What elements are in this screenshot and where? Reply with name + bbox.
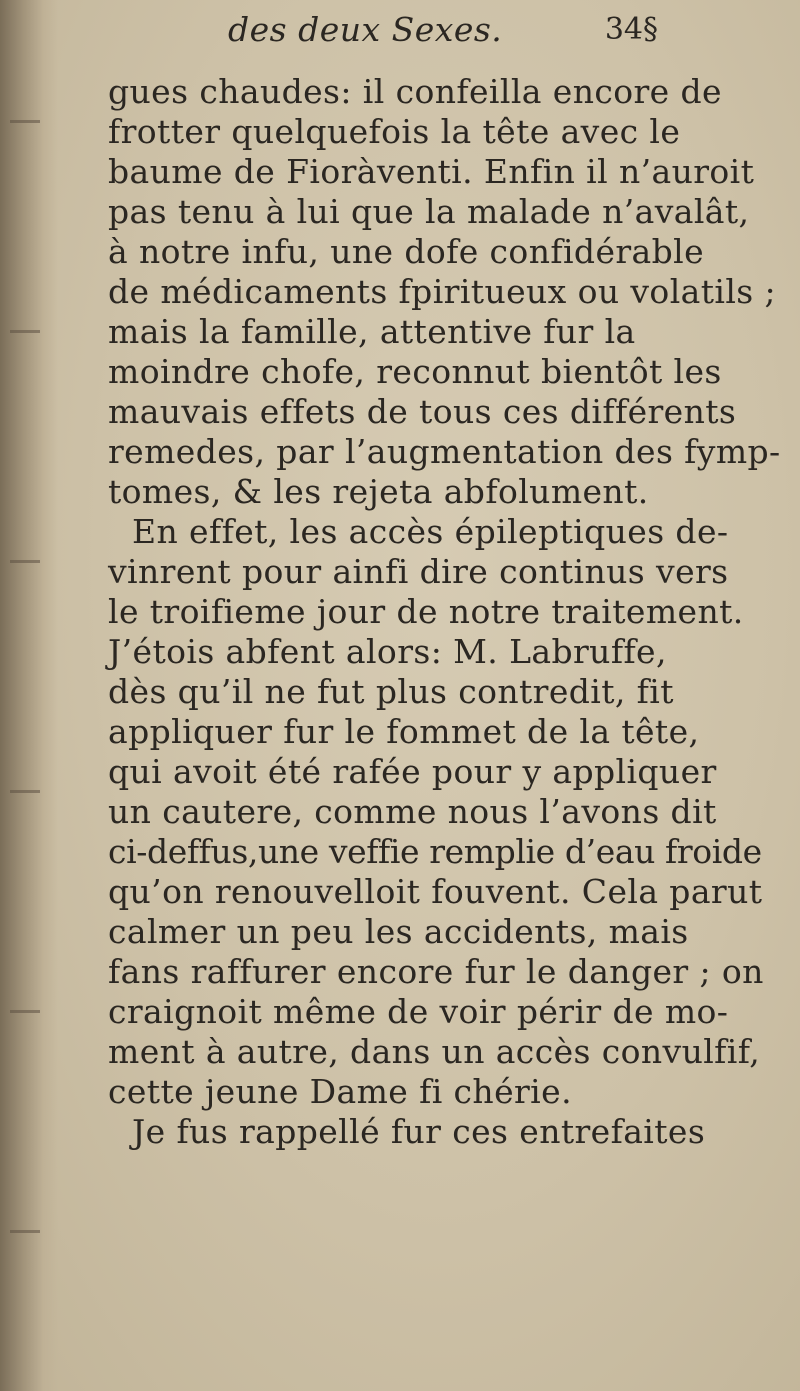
text-line: de médicaments fpiritueux ou volatils ; <box>108 272 777 311</box>
text-line: tomes, & les rejeta abfolument. <box>108 472 649 511</box>
text-line: frotter quelquefois la tête avec le <box>108 112 681 151</box>
text-line: En effet, les accès épileptiques de- <box>132 512 729 551</box>
edge-mark <box>10 790 40 793</box>
text-line: pas tenu à lui que la malade n’avalât, <box>108 192 750 231</box>
text-line: fans raffurer encore fur le danger ; on <box>108 952 764 991</box>
text-line: ment à autre, dans un accès convulfif, <box>108 1032 761 1071</box>
text-line: le troifieme jour de notre traitement. <box>108 592 744 631</box>
text-line: gues chaudes: il confeilla encore de <box>108 72 722 111</box>
page-left-edge-shadow <box>0 0 58 1391</box>
text-line: appliquer fur le fommet de la tête, <box>108 712 700 751</box>
page-header <box>228 10 658 56</box>
text-line: qu’on renouvelloit fouvent. Cela parut <box>108 872 763 911</box>
page-number: 34§ <box>604 12 658 47</box>
text-line: à notre infu, une dofe confidérable <box>108 232 705 271</box>
running-title: des deux Sexes. <box>228 10 503 49</box>
text-line: qui avoit été rafée pour y appliquer <box>108 752 717 791</box>
text-line: mais la famille, attentive fur la <box>108 312 636 351</box>
text-line: cette jeune Dame fi chérie. <box>108 1072 572 1111</box>
edge-mark <box>10 560 40 563</box>
text-line: calmer un peu les accidents, mais <box>108 912 689 951</box>
text-line: mauvais effets de tous ces différents <box>108 392 737 431</box>
text-line: dès qu’il ne fut plus contredit, fit <box>108 672 674 711</box>
text-line: craignoit même de voir périr de mo- <box>108 992 729 1031</box>
text-line: Je fus rappellé fur ces entrefaites <box>132 1112 706 1151</box>
text-line: baume de Fioràventi. Enfin il n’auroit <box>108 152 755 191</box>
text-line: remedes, par l’augmentation des fymp- <box>108 432 781 471</box>
text-line: moindre chofe, reconnut bientôt les <box>108 352 722 391</box>
edge-mark <box>10 1230 40 1233</box>
text-line: ci-deffus,une veffie remplie d’eau froide <box>108 832 762 871</box>
edge-mark <box>10 1010 40 1013</box>
text-line: un cautere, comme nous l’avons dit <box>108 792 717 831</box>
edge-mark <box>10 120 40 123</box>
edge-mark <box>10 330 40 333</box>
text-line: vinrent pour ainfi dire continus vers <box>108 552 729 591</box>
text-line: J’étois abfent alors: M. Labruffe, <box>108 632 667 671</box>
